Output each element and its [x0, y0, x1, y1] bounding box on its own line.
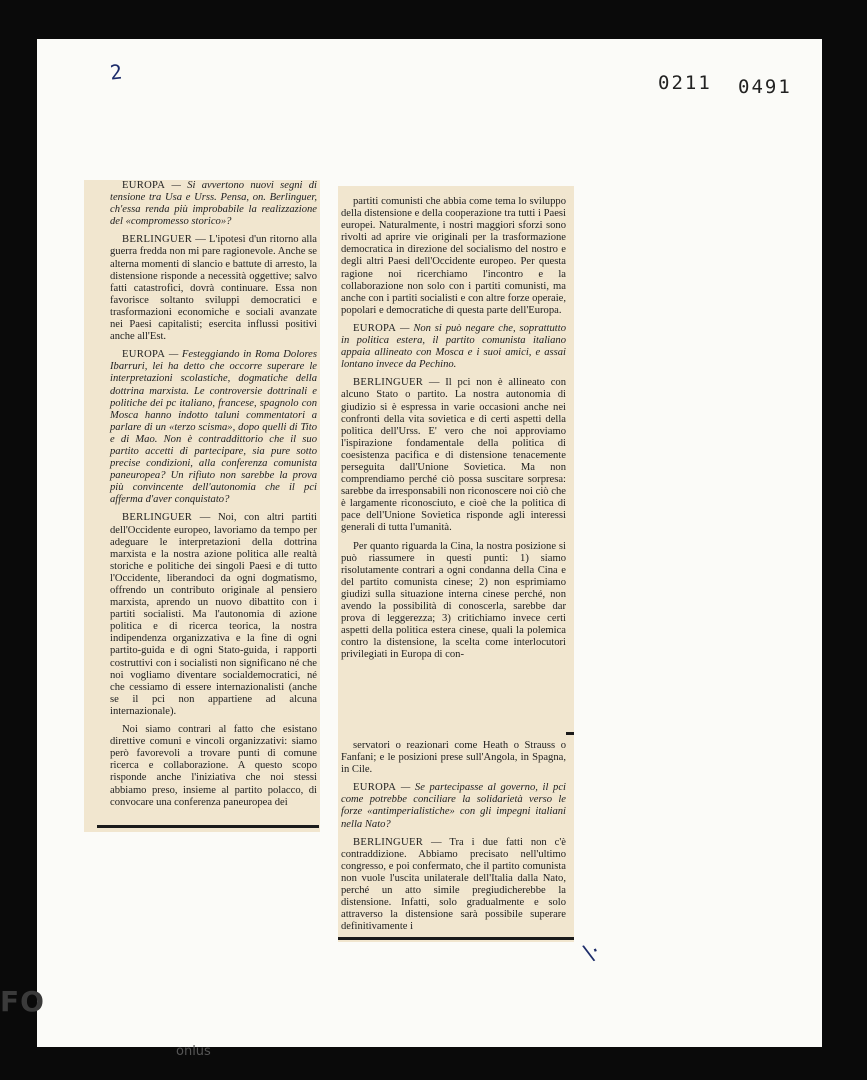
paragraph-text: Si avvertono nuovi segni di tensione tra Usa e Urss. Pensa, on. Berlinguer, ch'essa renda più improbabile la realizzazione del «compromesso storico»?: [110, 180, 317, 228]
paragraph: EUROPA — Se partecipasse al governo, il pci come potrebbe conciliare la solidarietà verso le forze «antimperialistiche» con gli impegni italiani nella Nato?: [341, 782, 566, 830]
paragraph-text: Se partecipasse al governo, il pci come potrebbe conciliare la solidarietà verso le forze «antimperialistiche» con gli impegni italiani nella Nato?: [341, 782, 566, 830]
paragraph-text: servatori o reazionari come Heath o Strauss o Fanfani; e le posizioni prese sull'Angola, in Spagna, in Cile.: [341, 740, 566, 776]
paragraph-text: Tra i due fatti non c'è contraddizione. Abbiamo precisato nell'ultimo congresso, e poi confermato, che il partito comunista non vuole l'uscita unilaterale dell'Italia dalla Nato, perché un atto simile pregiudicherebbe la distensione. Infatti, solo gradualmente e solo attraverso la distensione sarà possibile superare definitivamente i: [341, 836, 566, 933]
paragraph: EUROPA — Non si può negare che, soprattutto in politica estera, il partito comunista italiano appaia allineato con Mosca e i suoi amici, e assai lontano invece da Pechino.: [341, 322, 566, 371]
speaker-label: EUROPA: [353, 322, 397, 334]
paragraph: BERLINGUER — L'ipotesi d'un ritorno alla guerra fredda non mi pare ragionevole. Anche se alterna momenti di slancio e battute di arresto, la distensione risponde a necessità oggettive; salvo fatti catastrofici, dovrà continuare. Essa non favorisce soltanto sviluppi democratici e trasformazioni economiche e sociali avanzate nei Paesi capitalisti; esercita influssi positivi anche all'Est.: [110, 234, 318, 343]
paragraph-text: Il pci non è allineato con alcuno Stato o partito. La nostra autonomia di giudizio si è espressa in varie occasioni anche nei confronti della vita sovietica e di certi aspetti della politica dell'Urss. E' vero che noi approviamo l'ispirazione fondamentale della politica di coesistenza pacifica e di distensione tenacemente perseguita dall'Unione Sovietica. Ma non comprendiamo perché ciò possa suscitare sorpresa: sarebbe da irresponsabili non riconoscere noi ciò che è largamente riconosciuto, e cioè che la politica di pace dell'Unione Sovietica risponde agli interessi generali di tutta l'umanità.: [341, 377, 566, 534]
watermark-logo: FO: [0, 985, 45, 1018]
speaker-label: EUROPA: [122, 180, 166, 191]
archive-code-2: 0491: [738, 76, 792, 98]
paragraph-text: Noi, con altri partiti dell'Occidente europeo, lavoriamo da tempo per adeguare le interpretazioni della dottrina marxista e la nostra azione politica alle realtà storiche e politiche dei singoli Paesi e di tutto l'Occidente, liberandoci da ogni dogmatismo, offrendo un contributo originale al pensiero marxista, aprendo un nuovo dibattito con i partiti socialisti. Ma l'autonomia di azione politica e di ricerca teorica, la nostra indipendenza organizzativa e la fine di ogni partito-guida e di ogni Stato-guida, i rapporti costruttivi con i socialisti non significano né che noi vogliamo diventare socialdemocratici, né che cessiamo di essere internazionalisti (anche se il pci non appartiene ad alcuna internazionale).: [110, 512, 318, 717]
archive-code-1: 0211: [658, 72, 712, 94]
clipping-column-3: [338, 736, 574, 942]
clipping-column-1: [84, 180, 320, 832]
paragraph: [341, 740, 566, 776]
speaker-label: EUROPA: [353, 782, 397, 794]
paragraph-text: Noi siamo contrari al fatto che esistano direttive comuni e vincoli organizzativi: siamo però favorevoli a trovare punti di comune ricerca e collaborazione. A questo scopo risponde anche l'iniziativa che noi stessi abbiamo preso, insieme al partito polacco, di convocare una conferenza paneuropea dei: [110, 724, 317, 808]
paragraph: [110, 724, 317, 809]
paragraph-text: partiti comunisti che abbia come tema lo sviluppo della distensione e della cooperazione tra tutti i Paesi europei. Naturalmente, i nostri maggiori sforzi sono rivolti ad aprire vie originali per la trasformazione democratica in direzione del socialismo del nostro e degli altri Paesi dell'Occidente europeo. Per questa ragione noi ricerchiamo l'incontro e la collaborazione non solo con i partiti comunisti, ma anche con i partiti socialisti e con altre forze operaie, popolari e democratiche di questa parte dell'Europa.: [341, 196, 566, 316]
speaker-label: BERLINGUER: [353, 377, 424, 389]
paragraph: EUROPA — Si avvertono nuovi segni di tensione tra Usa e Urss. Pensa, on. Berlinguer, ch'essa renda più improbabile la realizzazione del «compromesso storico»?: [110, 180, 317, 228]
clipping-column-2: [338, 186, 574, 736]
paragraph-text: Festeggiando in Roma Dolores Ibarruri, lei ha detto che occorre superare le interpretazioni scolastiche, dogmatiche della dottrina marxista. Le controversie dottrinali e politiche dei pc italiano, francese, spagnolo con Mosca hanno indotto taluni commentatori a parlare di un «terzo scisma», dopo quelli di Tito e di Mao. Non è contraddittorio che il suo partito accetti di partecipare, sia pure sotto precise condizioni, alla conferenza comunista paneuropea? Un rifiuto non sarebbe la prova più convincente dell'autonomia che il pci afferma d'aver conquistato?: [110, 349, 318, 506]
speaker-label: BERLINGUER: [353, 836, 424, 848]
watermark-caption: onlus: [176, 1044, 211, 1059]
handwritten-mark: \·: [581, 938, 604, 967]
speaker-label: BERLINGUER: [122, 234, 193, 246]
column-2-bottom-mark: [566, 732, 574, 735]
paragraph: BERLINGUER — Noi, con altri partiti dell'Occidente europeo, lavoriamo da tempo per adeguare le interpretazioni della dottrina marxista e la nostra azione politica alle realtà storiche e politiche dei singoli Paesi e di tutto l'Occidente, liberandoci da ogni dogmatismo, offrendo un contributo originale al pensiero marxista, aprendo un nuovo dibattito con i partiti socialisti. Ma l'autonomia di azione politica e di ricerca teorica, la nostra indipendenza organizzativa e la fine di ogni partito-guida e di ogni Stato-guida, i rapporti costruttivi con i socialisti non significano né che noi vogliamo diventare socialdemocratici, né che cessiamo di essere internazionalisti (anche se il pci non appartiene ad alcuna internazionale).: [110, 512, 318, 717]
handwritten-page-number: 2: [108, 59, 124, 85]
paragraph: [341, 541, 566, 662]
paragraph-text: L'ipotesi d'un ritorno alla guerra fredda non mi pare ragionevole. Anche se alterna momenti di slancio e battute di arresto, la distensione risponde a necessità oggettive; salvo fatti catastrofici, dovrà continuare. Essa non favorisce soltanto sviluppi democratici e trasformazioni economiche e sociali avanzate nei Paesi capitalisti; esercita influssi positivi anche all'Est.: [110, 234, 318, 343]
paragraph-text: Non si può negare che, soprattutto in politica estera, il partito comunista italiano appaia allineato con Mosca e i suoi amici, e assai lontano invece da Pechino.: [341, 322, 566, 371]
paragraph: BERLINGUER — Tra i due fatti non c'è contraddizione. Abbiamo precisato nell'ultimo congresso, e poi confermato, che il partito comunista non vuole l'uscita unilaterale dell'Italia dalla Nato, perché un atto simile pregiudicherebbe la distensione. Infatti, solo gradualmente e solo attraverso la distensione sarà possibile superare definitivamente i: [341, 836, 566, 933]
paragraph-text: Per quanto riguarda la Cina, la nostra posizione si può riassumere in questi punti: 1) siamo risolutamente contrari a ogni condanna della Cina e del partito comunista cinese; 2) non esprimiamo giudizi sulla situazione interna cinese perché, non avendo la possibilità di conoscerla, sarebbe dar prova di leggerezza; 3) critichiamo invece certi aspetti della politica estera cinese, quali la polemica contro la distensione, la scelta come interlocutori privilegiati in Europa di con-: [341, 540, 566, 661]
speaker-label: BERLINGUER: [122, 512, 193, 524]
paragraph: [341, 196, 566, 317]
column-1-bottom-rule: [97, 825, 319, 828]
column-3-bottom-rule: [338, 937, 574, 940]
speaker-label: EUROPA: [122, 349, 166, 361]
paragraph: BERLINGUER — Il pci non è allineato con alcuno Stato o partito. La nostra autonomia di giudizio si è espressa in varie occasioni anche nei confronti della vita sovietica e di certi aspetti della politica dell'Urss. E' vero che noi approviamo l'ispirazione fondamentale della politica di coesistenza pacifica e di distensione tenacemente perseguita dall'Unione Sovietica. Ma non comprendiamo perché ciò possa suscitare sorpresa: sarebbe da irresponsabili non riconoscere noi ciò che è largamente riconosciuto, e cioè che la politica di pace dell'Unione Sovietica risponde agli interessi generali di tutta l'umanità.: [341, 377, 566, 534]
paragraph: EUROPA — Festeggiando in Roma Dolores Ibarruri, lei ha detto che occorre superare le interpretazioni scolastiche, dogmatiche della dottrina marxista. Le controversie dottrinali e politiche dei pc italiano, francese, spagnolo con Mosca hanno indotto taluni commentatori a parlare di un «terzo scisma», dopo quelli di Tito e di Mao. Non è contraddittorio che il suo partito accetti di partecipare, sia pure sotto precise condizioni, alla conferenza comunista paneuropea? Un rifiuto non sarebbe la prova più convincente dell'autonomia che il pci afferma d'aver conquistato?: [110, 349, 318, 506]
